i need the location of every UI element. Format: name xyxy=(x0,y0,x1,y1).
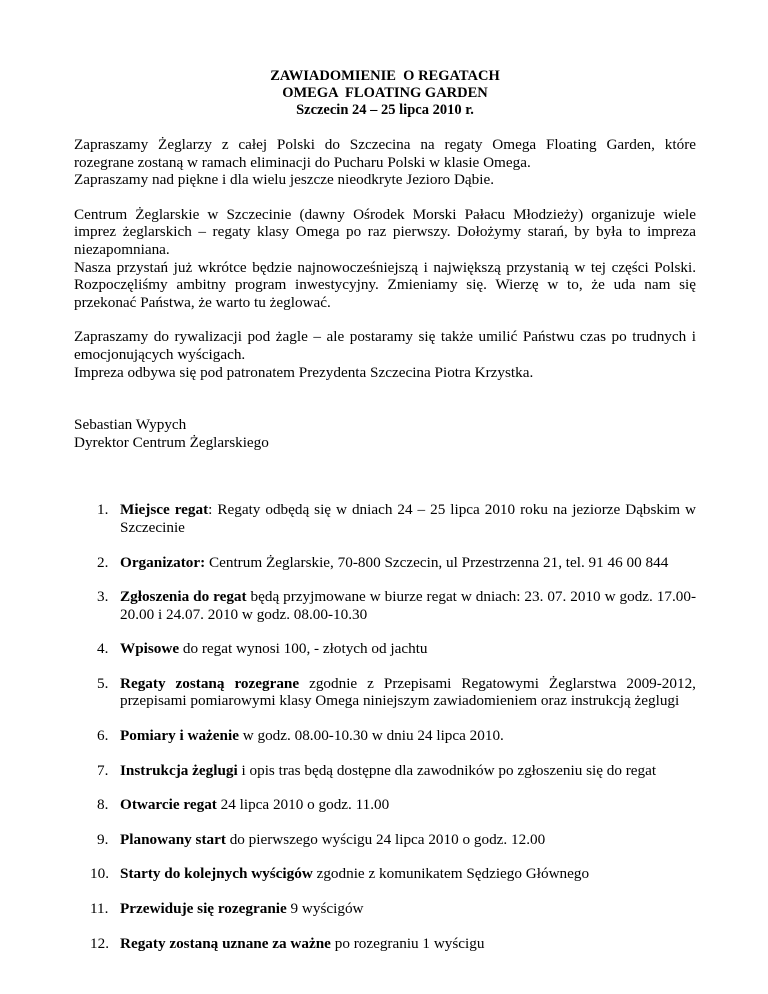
list-item-heading: Miejsce regat xyxy=(120,501,209,519)
list-item-text: do pierwszego wyścigu 24 lipca 2010 o godz. 12.00 xyxy=(225,830,546,848)
regatta-details-list xyxy=(74,501,696,952)
intro-p2-text1: Centrum Żeglarskie w Szczecinie (dawny Ośrodek Morski Pałacu Młodzieży) organizuje wiele imprez żeglarskich – regaty klasy Omega po raz pierwszy. Dołożymy starań, by była to impreza niezapomniana. xyxy=(74,205,696,258)
list-item-text: Centrum Żeglarskie, 70-800 Szczecin, ul Przestrzenna 21, tel. 91 46 00 844 xyxy=(205,553,669,571)
list-item-heading: Organizator: xyxy=(120,553,206,571)
list-item-heading: Wpisowe xyxy=(120,640,180,658)
list-item xyxy=(74,675,696,710)
list-item xyxy=(74,831,696,849)
list-item-heading: Pomiary i ważenie xyxy=(120,727,239,745)
list-item xyxy=(74,900,696,918)
list-item xyxy=(74,554,696,572)
list-item-number: 7. xyxy=(97,761,109,779)
intro-paragraph-3 xyxy=(74,328,696,381)
intro-p2-text2: Nasza przystań już wkrótce będzie najnowocześniejszą i największą przystanią w tej części Polski. Rozpoczęliśmy ambitny program inwestycyjny. Zmieniamy się. Wierzę w to, że uda nam się przekonać Państwa, że warto tu żeglować. xyxy=(74,258,696,311)
list-item xyxy=(74,796,696,814)
document-page xyxy=(74,0,696,969)
list-item-number: 9. xyxy=(97,830,109,848)
list-item-text: zgodnie z Przepisami Regatowymi Żeglarstwa 2009-2012, przepisami pomiarowymi klasy Omega niniejszym zawiadomieniem oraz instrukcją żeglugi xyxy=(120,674,696,710)
header-event-name: OMEGA FLOATING GARDEN xyxy=(282,85,488,101)
list-item-heading: Planowany start xyxy=(120,830,226,848)
signature-role: Dyrektor Centrum Żeglarskiego xyxy=(74,433,269,451)
list-item-heading: Przewiduje się rozegranie xyxy=(120,900,287,918)
list-item-text: 24 lipca 2010 o godz. 11.00 xyxy=(216,796,390,814)
list-item xyxy=(74,865,696,883)
list-item-text: do regat wynosi 100, - złotych od jachtu xyxy=(179,640,428,658)
intro-p1-line1: Zapraszamy Żeglarzy z całej Polski do Szczecina na regaty Omega Floating Garden, które xyxy=(74,136,696,153)
list-item-text: będą przyjmowane w biurze regat w dniach: 23. 07. 2010 w godz. 17.00-20.00 i 24.07. 2010 w godz. 08.00-10.30 xyxy=(120,588,696,623)
list-item-number: 10. xyxy=(90,865,109,883)
signature-name: Sebastian Wypych xyxy=(74,416,187,434)
list-item-text: : Regaty odbędą się w dniach 24 – 25 lipca 2010 roku na jeziorze Dąbskim w Szczecinie xyxy=(120,501,696,536)
list-item-text: w godz. 08.00-10.30 w dniu 24 lipca 2010. xyxy=(238,727,504,745)
list-item-number: 12. xyxy=(90,934,109,952)
list-item xyxy=(74,762,696,780)
list-item-heading: Zgłoszenia do regat xyxy=(120,588,247,606)
list-item-heading: Instrukcja żeglugi xyxy=(120,761,238,779)
intro-paragraph-1 xyxy=(74,136,696,189)
header-title: ZAWIADOMIENIE O REGATACH xyxy=(270,68,500,84)
list-item-heading: Regaty zostaną uznane za ważne xyxy=(120,934,331,952)
list-item-number: 5. xyxy=(97,674,109,692)
signature-block xyxy=(74,416,696,451)
header-date: Szczecin 24 – 25 lipca 2010 r. xyxy=(296,102,474,118)
list-item-text: i opis tras będą dostępne dla zawodników po zgłoszeniu się do regat xyxy=(237,761,657,779)
list-item xyxy=(74,727,696,745)
intro-p1-line3: Zapraszamy nad piękne i dla wielu jeszcze nieodkryte Jezioro Dąbie. xyxy=(74,171,495,189)
list-item-text: zgodnie z komunikatem Sędziego Głównego xyxy=(312,865,590,883)
list-item xyxy=(74,935,696,953)
intro-p1-line2: rozegrane zostaną w ramach eliminacji do Pucharu Polski w klasie Omega. xyxy=(74,153,531,171)
intro-p3-text2: Impreza odbywa się pod patronatem Prezydenta Szczecina Piotra Krzystka. xyxy=(74,363,534,381)
list-item xyxy=(74,640,696,658)
list-item-heading: Starty do kolejnych wyścigów xyxy=(120,865,313,883)
list-item-heading: Otwarcie regat xyxy=(120,796,217,814)
list-item-number: 6. xyxy=(97,727,109,745)
list-item xyxy=(74,501,696,536)
list-item-number: 11. xyxy=(90,900,109,918)
list-item-number: 3. xyxy=(97,588,109,606)
list-item-number: 1. xyxy=(97,501,109,519)
list-item xyxy=(74,588,696,623)
list-item-heading: Regaty zostaną rozegrane xyxy=(120,674,300,692)
list-item-number: 2. xyxy=(97,553,109,571)
document-header xyxy=(74,68,696,119)
intro-paragraph-2 xyxy=(74,206,696,312)
intro-p3-text1: Zapraszamy do rywalizacji pod żagle – ale postaramy się także umilić Państwu czas po trudnych i emocjonujących wyścigach. xyxy=(74,328,696,363)
list-item-number: 8. xyxy=(97,796,109,814)
list-item-number: 4. xyxy=(97,640,109,658)
list-item-text: po rozegraniu 1 wyścigu xyxy=(330,934,485,952)
list-item-text: 9 wyścigów xyxy=(286,900,364,918)
